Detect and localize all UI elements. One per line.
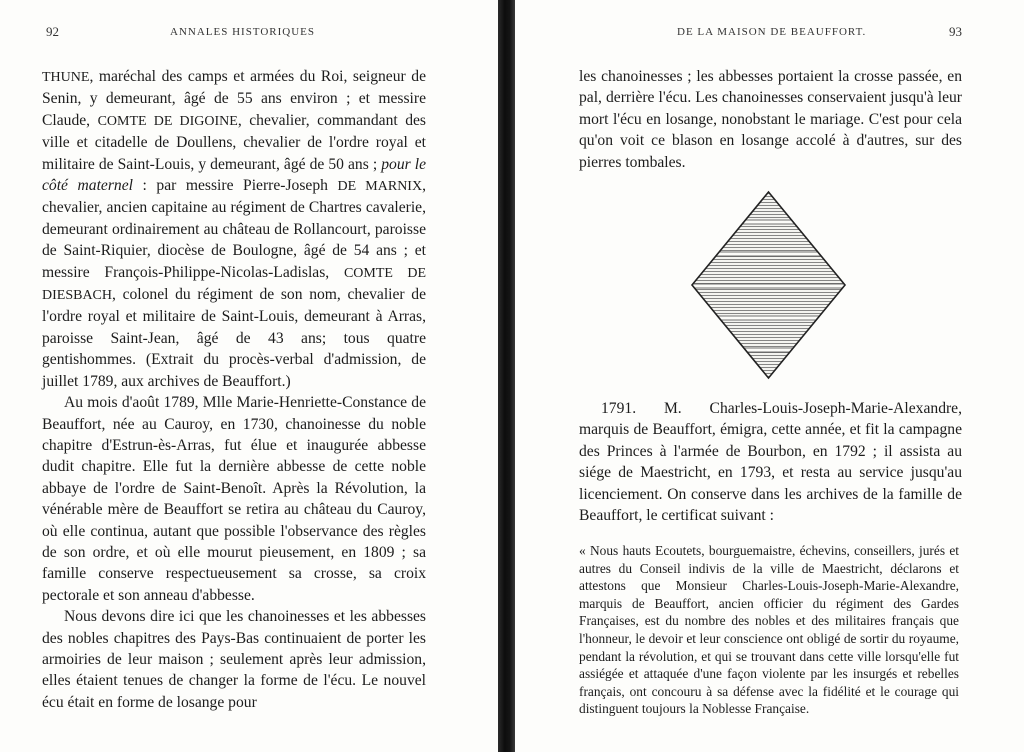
left-page xyxy=(0,0,498,752)
text-fragment: , chevalier, commandant des ville et citadelle de Doullens, chevalier de l'ordre royal et militaire de Saint-Louis, y demeurant, âgé de 50 ans ; xyxy=(42,111,426,173)
text-fragment: , chevalier, ancien capitaine au régiment de Chartres cavalerie, demeurant ordinairement au château de Rollancourt, paroisse de Saint-Riquier, diocèse de Boulogne, âgé de 54 ans ; et messire François-Philippe-Nicolas-Ladislas, xyxy=(42,177,426,281)
running-head-left: ANNALES HISTORIQUES xyxy=(170,26,315,38)
page-number-left: 92 xyxy=(46,24,59,39)
left-paragraph-1 xyxy=(42,66,426,392)
left-body xyxy=(42,66,426,713)
name-diesbach: COMTE DE DIESBACH xyxy=(42,265,426,304)
right-paragraph-1: les chanoinesses ; les abbesses portaient la crosse passée, en pal, derrière l'écu. Les chanoinesses conservaient jusqu'à leur mort l'écu en losange, nonobstant le mariage. C'est pour cela qu'on voit ce blason en losange accolé à d'autres, sur des pierres tombales. xyxy=(579,68,962,171)
text-fragment: : par messire Pierre-Joseph xyxy=(132,177,338,195)
name-fragment: THUNE xyxy=(42,70,90,85)
text-fragment: , colonel du régiment de son nom, chevalier de l'ordre royal et militaire de Saint-Louis, demeurant à Arras, paroisse Saint-Jean, âgé de 43 ans; tous quatre gentishommes. (Extrait du procès-verbal d'admission, de juillet 1789, aux archives de Beauffort.) xyxy=(42,286,426,390)
lozenge-coat-of-arms xyxy=(690,190,847,380)
left-paragraph-3: Nous devons dire ici que les chanoinesses et les abbesses des nobles chapitres des Pays-Bas continuaient de porter les armoiries de leur maison ; seulement après leur admission, elles étaient tenues de changer la forme de l'écu. Le nouvel écu était en forme de losange pour xyxy=(42,608,426,711)
certificate-quote: « Nous hauts Ecoutets, bourguemaistre, échevins, conseillers, jurés et autres du Conseil indivis de la ville de Maestricht, déclarons et attestons que Monsieur Charles-Louis-Joseph-Marie-Alexandre, marquis de Beauffort, ancien officier du régiment des Gardes Françaises, est du nombre des nobles et des militaires français que l'honneur, le devoir et leur conscience ont obligé de sortir du royaume, pendant la révolution, et qui se trouvant dans cette ville lorsqu'elle fut assiégée et attaquée d'une façon violente par les insurgés et rebelles français, ont concouru à sa défense avec la fidélité et le courage qui distinguent toujours la Noblesse Française. xyxy=(579,543,959,717)
running-head-right: DE LA MAISON DE BEAUFFORT. xyxy=(677,26,867,38)
text-fragment: , maréchal des camps et armées du Roi, seigneur de Senin, y demeurant, âgé de 55 ans environ ; et messire Claude, xyxy=(42,68,426,129)
name-marnix: DE MARNIX xyxy=(337,179,423,195)
name-digoine: COMTE DE DIGOINE xyxy=(97,113,238,129)
book-gutter xyxy=(498,0,515,752)
right-paragraph-2: 1791. M. Charles-Louis-Joseph-Marie-Alexandre, marquis de Beauffort, émigra, cette année, et fit la campagne des Princes à l'armée de Bourbon, en 1792 ; il assista au siége de Maestricht, en 1793, et resta au service jusqu'au licenciement. On conserve dans les archives de la famille de Beauffort, le certificat suivant : xyxy=(579,400,962,525)
page-number-right: 93 xyxy=(949,24,962,39)
left-paragraph-2: Au mois d'août 1789, Mlle Marie-Henriette-Constance de Beauffort, née au Cauroy, en 1730, chanoinesse du noble chapitre d'Estrun-ès-Arras, fut élue et inaugurée abbesse dudit chapitre. Elle fut la dernière abbesse de cette noble abbaye de l'ordre de Saint-Benoît. Après la Révolution, la vénérable mère de Beauffort se retira au château du Cauroy, où elle continua, autant que possible l'observance des règles de son ordre, et où elle mourut pieusement, en 1809 ; sa famille conserve respectueusement sa crosse, sa croix pectorale et son anneau d'abbesse. xyxy=(42,394,426,604)
italic-phrase: pour le côté maternel xyxy=(42,155,426,195)
